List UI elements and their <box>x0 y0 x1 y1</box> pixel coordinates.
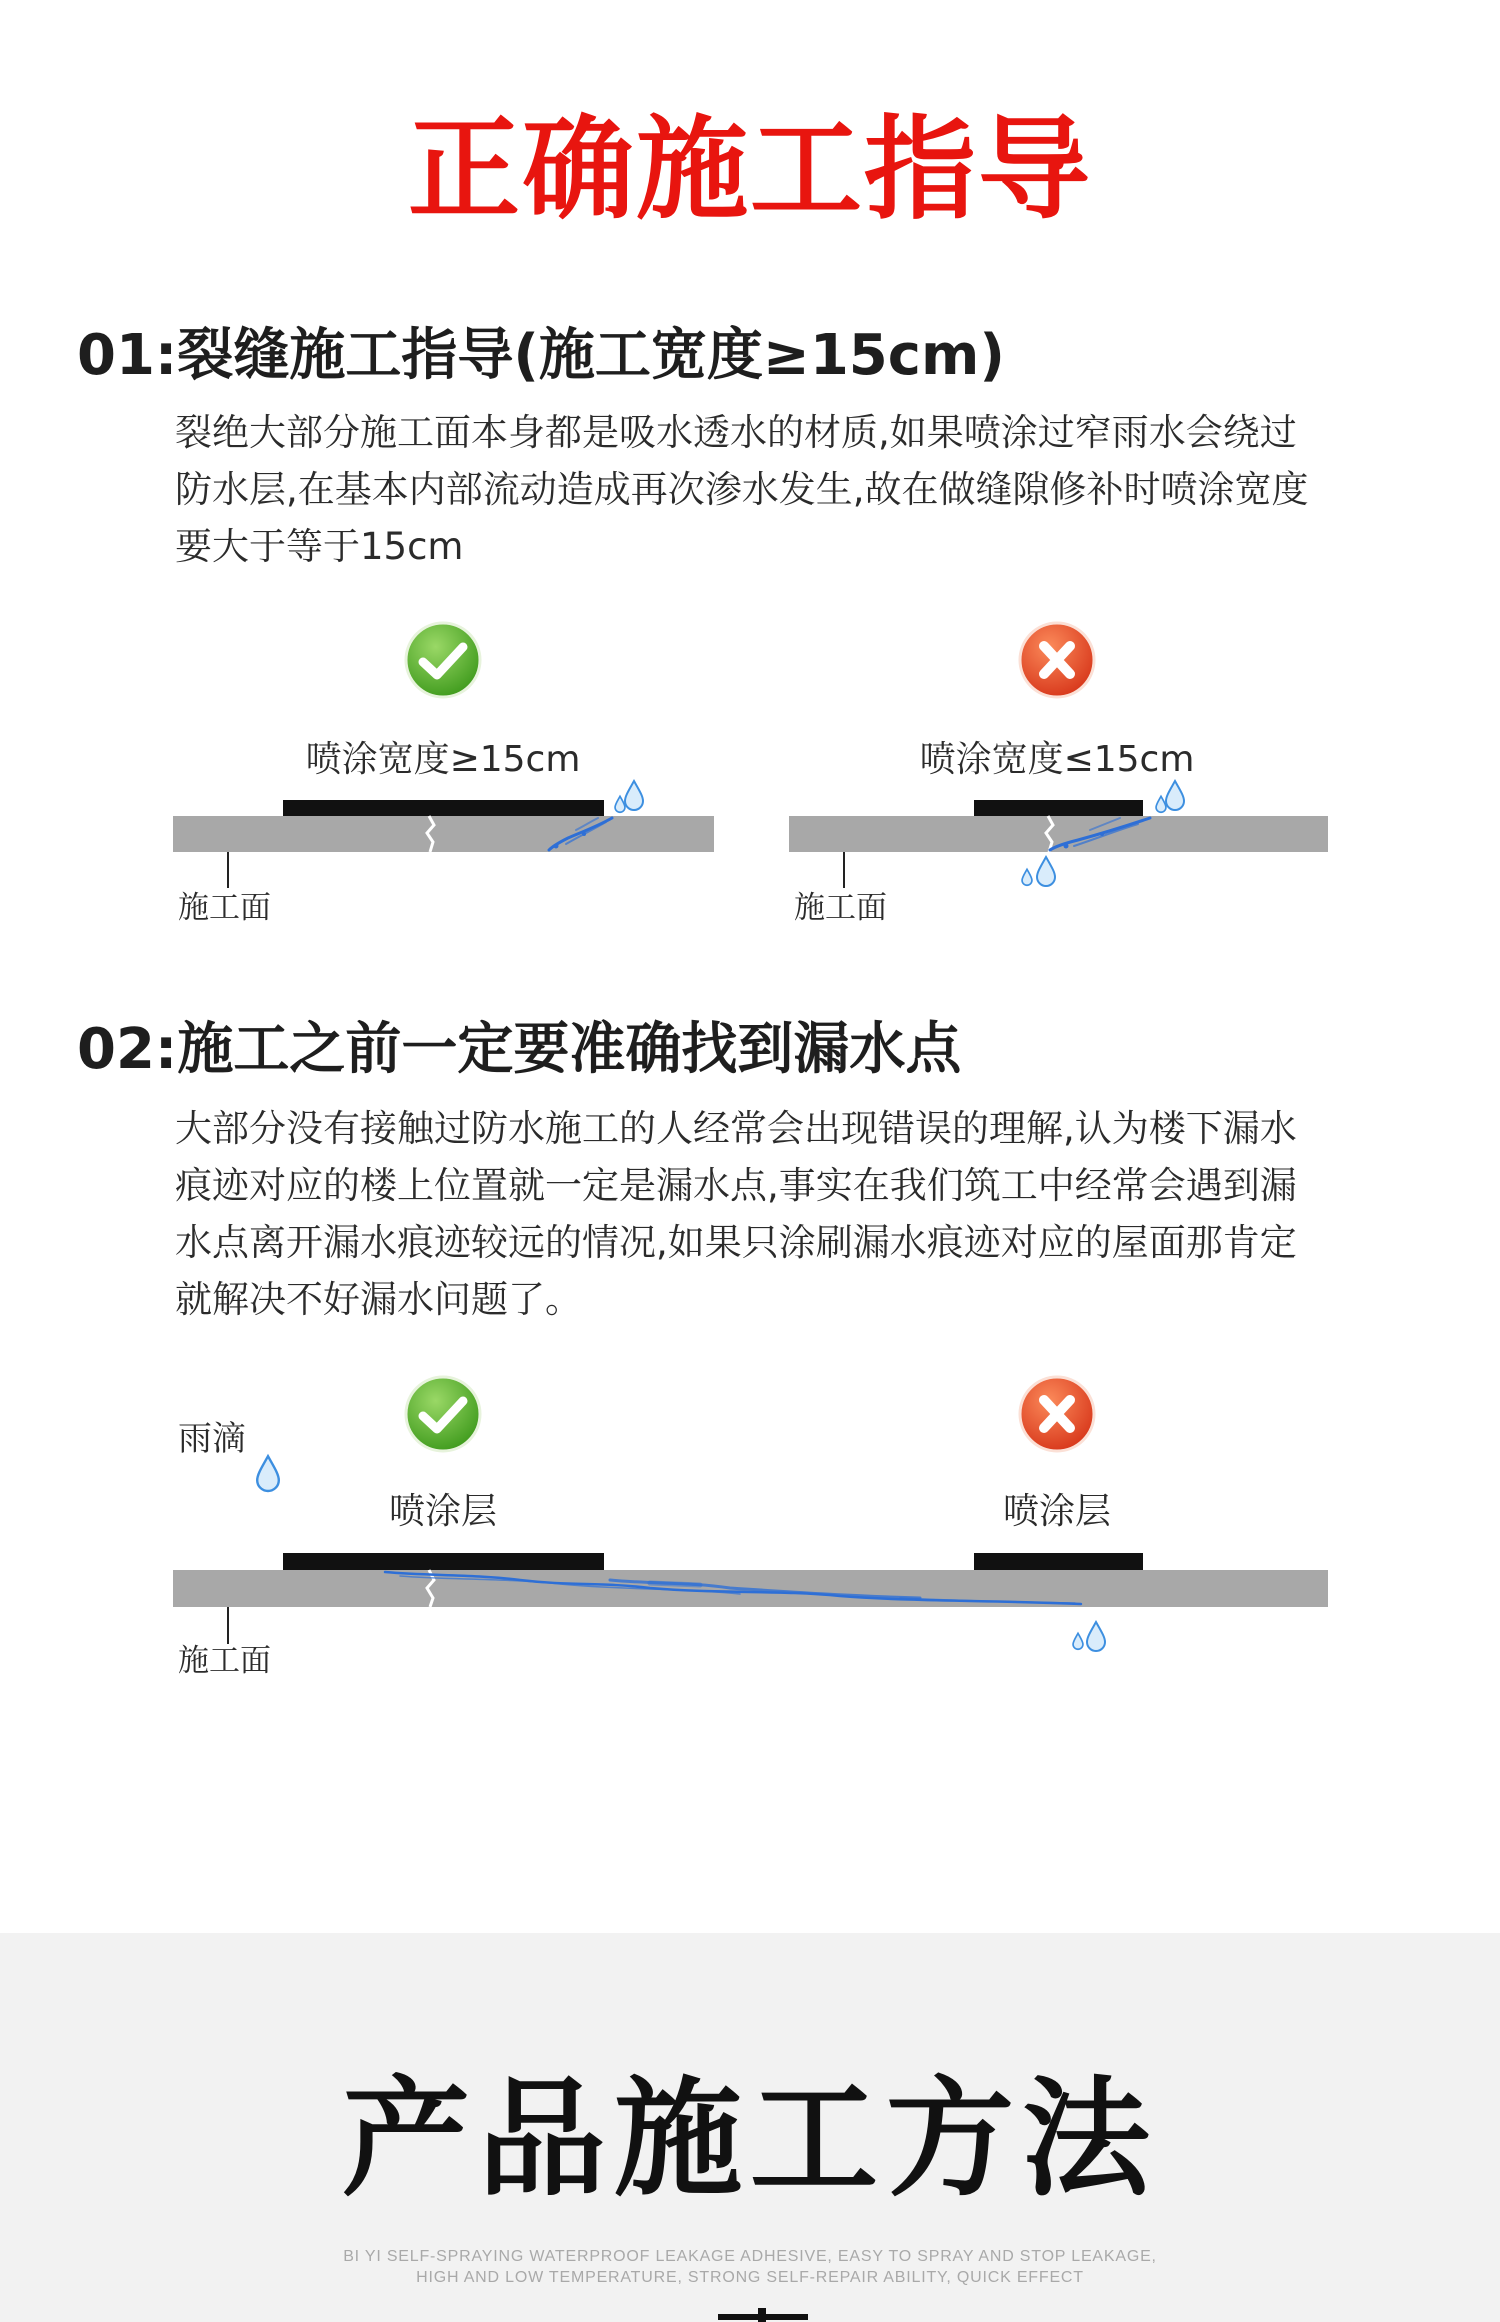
spray-coating-band <box>974 800 1143 816</box>
check-circle-icon <box>403 1374 483 1454</box>
surface-label: 施工面 <box>178 890 271 926</box>
spray-coating-band <box>283 800 604 816</box>
surface-label: 施工面 <box>794 890 887 926</box>
method-section-subtitle-line: HIGH AND LOW TEMPERATURE, STRONG SELF-REPAIR ABILITY, QUICK EFFECT <box>416 2269 1084 2286</box>
leaking-drop-icon <box>1022 857 1055 886</box>
spray-layer-label: 喷涂层 <box>388 1491 497 1532</box>
construction-surface-bar <box>173 1570 1328 1607</box>
rain-label: 雨滴 <box>178 1419 246 1459</box>
x-circle-icon <box>1017 1374 1097 1454</box>
section1-paragraph <box>175 404 1309 575</box>
section1-paragraph-line: 要大于等于15cm <box>175 525 464 568</box>
method-section-title: 产品施工方法 <box>341 2065 1158 2214</box>
section1-heading: 01:裂缝施工指导(施工宽度≥15cm) <box>77 323 1005 388</box>
section2-heading: 02:施工之前一定要准确找到漏水点 <box>77 1017 962 1082</box>
spray-layer-label: 喷涂层 <box>1002 1491 1111 1532</box>
construction-surface-bar <box>789 816 1328 852</box>
check-circle-icon <box>403 620 483 700</box>
section1-paragraph-line: 裂绝大部分施工面本身都是吸水透水的材质,如果喷涂过窄雨水会绕过 <box>175 411 1297 454</box>
leaking-drop-icon <box>1073 1622 1105 1651</box>
section2-paragraph-line: 就解决不好漏水问题了。 <box>175 1278 582 1321</box>
spray-coating-band <box>283 1553 604 1570</box>
page-title: 正确施工指导 <box>408 105 1092 235</box>
section2-paragraph <box>175 1100 1297 1328</box>
section2-paragraph-line: 痕迹对应的楼上位置就一定是漏水点,事实在我们筑工中经常会遇到漏 <box>175 1164 1297 1207</box>
correct-width-label: 喷涂宽度≥15cm <box>305 739 581 780</box>
construction-surface-bar <box>173 816 714 852</box>
section1-paragraph-line: 防水层,在基本内部流动造成再次渗水发生,故在做缝隙修补时喷涂宽度 <box>175 468 1309 511</box>
water-drop-icon <box>1156 781 1184 812</box>
wrong-width-label: 喷涂宽度≤15cm <box>919 739 1195 780</box>
section2-paragraph-line: 水点离开漏水痕迹较远的情况,如果只涂刷漏水痕迹对应的屋面那肯定 <box>175 1221 1297 1264</box>
surface-crack <box>1046 816 1053 852</box>
surface-label: 施工面 <box>178 1643 271 1679</box>
next-section-title-partial <box>718 2308 808 2322</box>
surface-crack <box>427 816 434 852</box>
method-section-subtitle-line: BI YI SELF-SPRAYING WATERPROOF LEAKAGE ADHESIVE, EASY TO SPRAY AND STOP LEAKAGE, <box>343 2248 1157 2265</box>
spray-coating-band <box>974 1553 1143 1570</box>
x-circle-icon <box>1017 620 1097 700</box>
water-drop-icon <box>615 781 643 812</box>
water-stain <box>549 818 612 850</box>
water-flow-trace <box>385 1572 1081 1604</box>
surface-crack <box>427 1570 434 1607</box>
section2-paragraph-line: 大部分没有接触过防水施工的人经常会出现错误的理解,认为楼下漏水 <box>175 1107 1297 1150</box>
water-stain <box>1050 818 1150 850</box>
raindrop-icon <box>257 1456 279 1491</box>
